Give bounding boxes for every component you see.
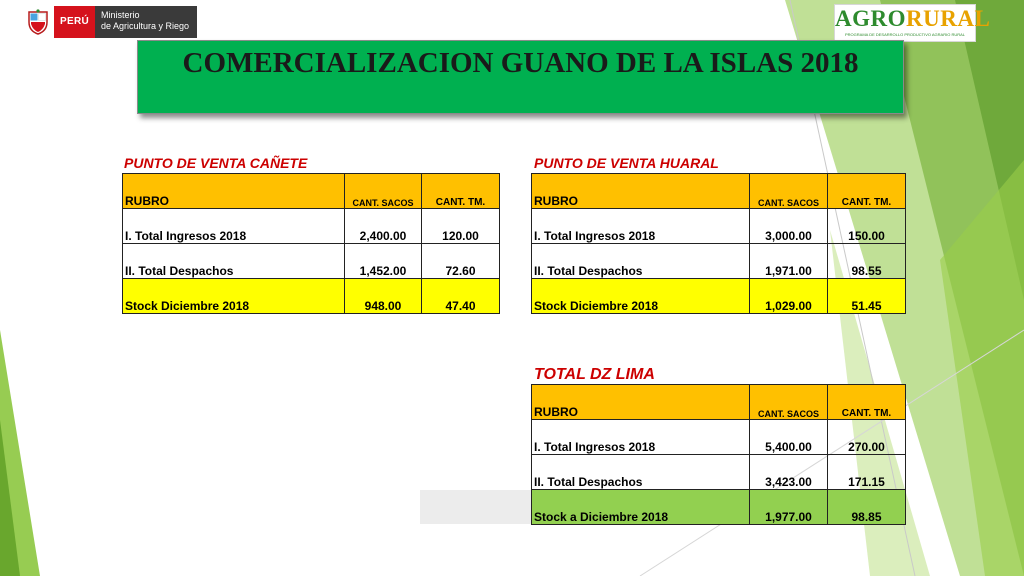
cell-sacos: 1,971.00 (750, 244, 828, 279)
agrorural-logo (834, 4, 991, 42)
cell-tm: 120.00 (422, 209, 500, 244)
table-row (532, 209, 906, 244)
cell-tm: 270.00 (828, 420, 906, 455)
cell-rubro: II. Total Despachos (532, 244, 750, 279)
cell-rubro: II. Total Despachos (532, 455, 750, 490)
table-row-stock (532, 490, 906, 525)
cell-rubro: II. Total Despachos (123, 244, 345, 279)
cell-rubro: Stock Diciembre 2018 (532, 279, 750, 314)
table-row-stock (532, 279, 906, 314)
header-tm: CANT. TM. (828, 385, 906, 420)
cell-tm: 98.85 (828, 490, 906, 525)
table-total (531, 384, 906, 525)
page-title: COMERCIALIZACION GUANO DE LA ISLAS 2018 (182, 47, 859, 79)
header-tm: CANT. TM. (828, 174, 906, 209)
cell-rubro: Stock a Diciembre 2018 (532, 490, 750, 525)
caption-total: TOTAL DZ LIMA (534, 366, 655, 383)
rural-text: RURAL (906, 6, 991, 31)
header-sacos: CANT. SACOS (345, 174, 422, 209)
header-rubro: RUBRO (532, 174, 750, 209)
cell-sacos: 3,000.00 (750, 209, 828, 244)
ministry-line-2: de Agricultura y Riego (100, 21, 190, 31)
table-huaral (531, 173, 906, 314)
caption-huaral: PUNTO DE VENTA HUARAL (534, 155, 719, 171)
header-sacos: CANT. SACOS (750, 385, 828, 420)
ministry-line-1: Ministerio (100, 10, 140, 20)
peru-label: PERÚ (54, 6, 95, 38)
cell-tm: 51.45 (828, 279, 906, 314)
table-header-row (532, 385, 906, 420)
header-rubro: RUBRO (123, 174, 345, 209)
cell-sacos: 948.00 (345, 279, 422, 314)
cell-rubro: I. Total Ingresos 2018 (123, 209, 345, 244)
table-row (532, 455, 906, 490)
cell-tm: 72.60 (422, 244, 500, 279)
table-row (123, 244, 500, 279)
agrorural-wordmark (835, 5, 991, 32)
cell-rubro: Stock Diciembre 2018 (123, 279, 345, 314)
cell-sacos: 5,400.00 (750, 420, 828, 455)
gray-block (420, 490, 532, 524)
cell-sacos: 3,423.00 (750, 455, 828, 490)
caption-canete: PUNTO DE VENTA CAÑETE (124, 155, 308, 171)
cell-sacos: 1,029.00 (750, 279, 828, 314)
cell-rubro: I. Total Ingresos 2018 (532, 420, 750, 455)
coat-of-arms-icon (26, 9, 50, 35)
cell-tm: 98.55 (828, 244, 906, 279)
cell-tm: 47.40 (422, 279, 500, 314)
ministry-name (95, 6, 197, 38)
header-sacos: CANT. SACOS (750, 174, 828, 209)
cell-sacos: 1,452.00 (345, 244, 422, 279)
header-rubro: RUBRO (532, 385, 750, 420)
cell-rubro: I. Total Ingresos 2018 (532, 209, 750, 244)
table-row (532, 420, 906, 455)
table-canete (122, 173, 500, 314)
cell-tm: 171.15 (828, 455, 906, 490)
header-tm: CANT. TM. (422, 174, 500, 209)
table-header-row (123, 174, 500, 209)
table-header-row (532, 174, 906, 209)
cell-tm: 150.00 (828, 209, 906, 244)
agrorural-subtitle: PROGRAMA DE DESARROLLO PRODUCTIVO AGRARIO RURAL (844, 32, 966, 37)
table-row (532, 244, 906, 279)
cell-sacos: 1,977.00 (750, 490, 828, 525)
cell-sacos: 2,400.00 (345, 209, 422, 244)
table-row-stock (123, 279, 500, 314)
agro-text: AGRO (835, 6, 906, 31)
table-row (123, 209, 500, 244)
ministry-logo (26, 6, 197, 38)
title-banner (137, 40, 904, 114)
